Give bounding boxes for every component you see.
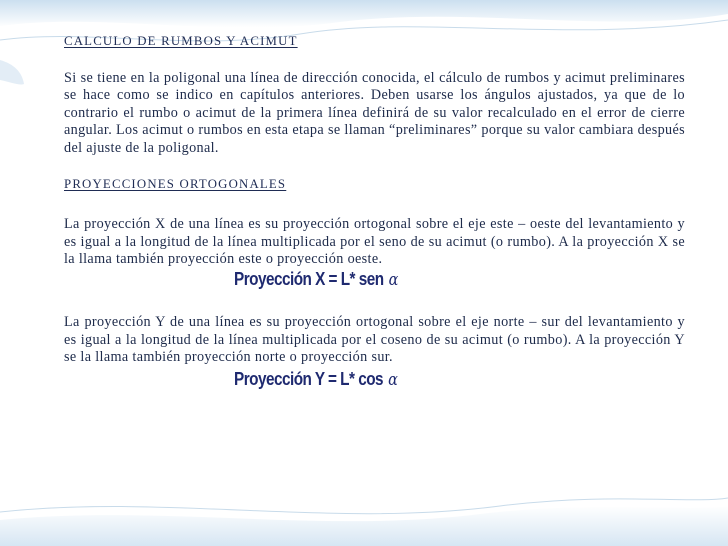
left-wave <box>0 60 24 85</box>
paragraph-proyeccion-y: La proyección Y de una línea es su proyección ortogonal sobre el eje norte – sur del levantamiento y es igual a la longitud de la línea multiplicada por el coseno de su acimut (o rumbo). A la proyección Y se la llama también proyección norte o proyección sur. <box>64 313 685 366</box>
paragraph-proyeccion-x: La proyección X de una línea es su proyección ortogonal sobre el eje este – oeste del levantamiento y es igual a la longitud de la línea multiplicada por el seno de su acimut (o rumbo). A la proyección X se la llama también proyección este o proyección oeste. <box>64 216 685 268</box>
bottom-wave <box>0 506 728 546</box>
top-wave <box>0 0 728 27</box>
alpha-symbol-y: α <box>388 369 398 390</box>
paragraph-rumbos: Si se tiene en la poligonal una línea de dirección conocida, el cálculo de rumbos y acimut preliminares se hace como se indico en capítulos anteriores. Deben usarse los ángulos ajustados, ya que de lo contrario el rumbo o acimut de la primera línea definirá de su valor recalculado en el error de cierre angular. Los acimut o rumbos en esta etapa se llaman “preliminares” porque su valor cambiara después del ajuste de la poligonal. <box>64 69 685 156</box>
slide-content <box>64 30 685 391</box>
alpha-symbol-x: α <box>388 269 398 290</box>
heading-proyecciones-ortogonales: PROYECCIONES ORTOGONALES <box>64 176 287 191</box>
formula-x-text: Proyección X = L* sen <box>234 268 384 289</box>
formula-y-text: Proyección Y = L* cos <box>234 368 384 389</box>
heading-calculo-rumbos: CALCULO DE RUMBOS Y ACIMUT <box>64 34 298 48</box>
formula-proyeccion-x <box>64 269 592 291</box>
formula-proyeccion-y <box>64 369 592 391</box>
bottom-wave-line <box>0 498 728 514</box>
